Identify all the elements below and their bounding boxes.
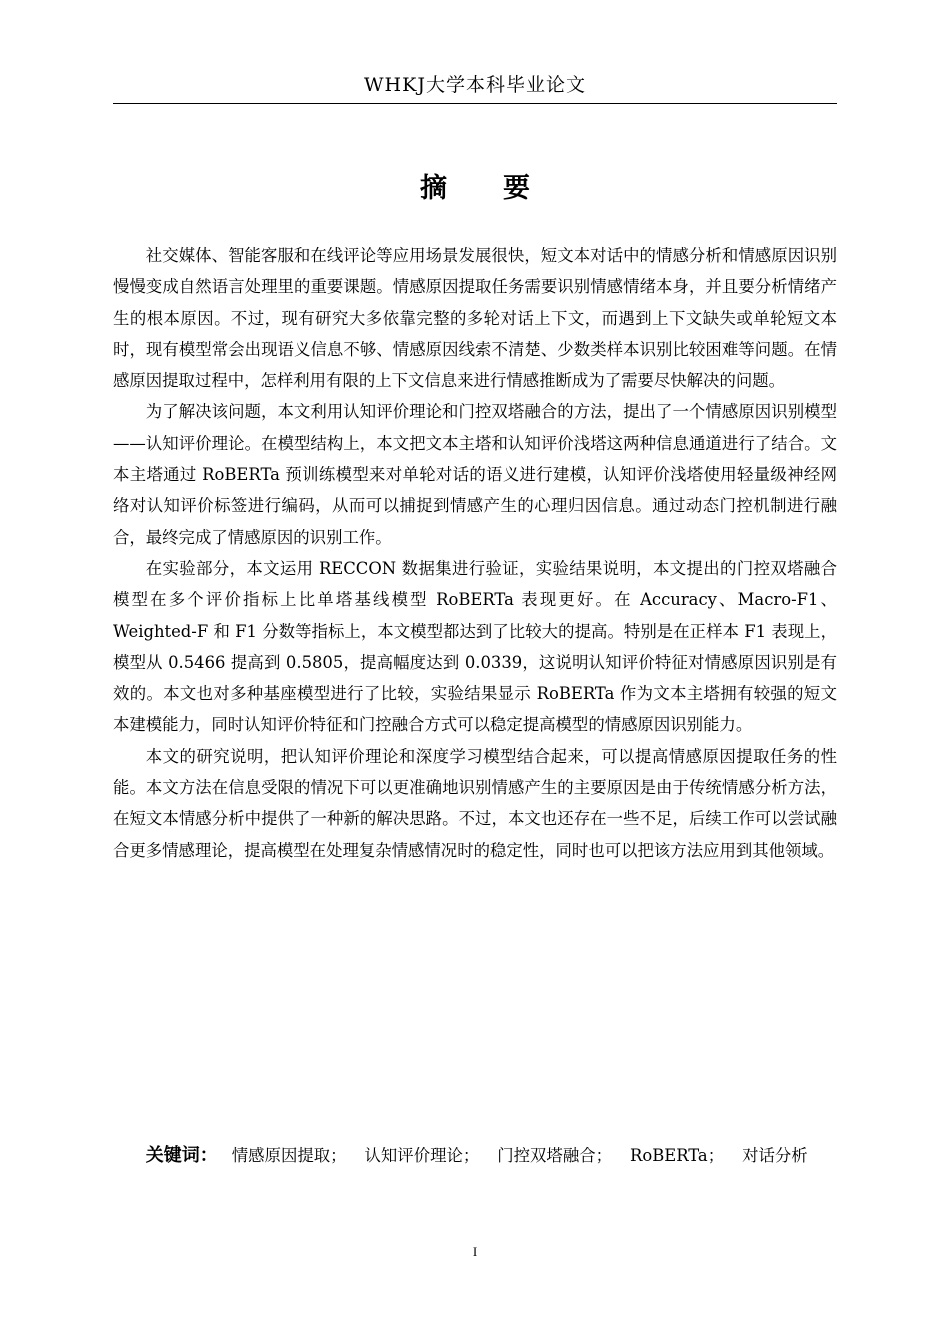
abstract-paragraph-2: 为了解决该问题，本文利用认知评价理论和门控双塔融合的方法，提出了一个情感原因识别模型——认知评价理论。在模型结构上，本文把文本主塔和认知评价浅塔这两种信息通道进行了结合。文本主塔通过 RoBERTa 预训练模型来对单轮对话的语义进行建模，认知评价浅塔使用轻量级神经网络对认知评价标签进行编码，从而可以捕捉到情感产生的心理归因信息。通过动态门控机制进行融合，最终完成了情感原因的识别工作。 — [113, 402, 837, 547]
keyword-item: 对话分析 — [742, 1146, 808, 1165]
abstract-title-char-1: 摘 — [420, 173, 447, 204]
keywords-label: 关键词： — [145, 1145, 218, 1166]
abstract-title — [0, 166, 950, 205]
keywords-section — [113, 1140, 837, 1172]
keyword-item: RoBERTa； — [630, 1146, 725, 1165]
running-header: WHKJ大学本科毕业论文 — [364, 74, 586, 96]
page-number: I — [472, 1244, 478, 1259]
abstract-paragraph-3: 在实验部分，本文运用 RECCON 数据集进行验证，实验结果说明，本文提出的门控双塔融合模型在多个评价指标上比单塔基线模型 RoBERTa 表现更好。在 Accuracy、Macro-F1、Weighted-F 和 F1 分数等指标上，本文模型都达到了比较大的提高。特别是在正样本 F1 表现上，模型从 0.5466 提高到 0.5805，提高幅度达到 0.0339，这说明认知评价特征对情感原因识别是有效的。本文也对多种基座模型进行了比较，实验结果显示 RoBERTa 作为文本主塔拥有较强的短文本建模能力，同时认知评价特征和门控融合方式可以稳定提高模型的情感原因识别能力。 — [113, 558, 837, 735]
abstract-paragraph-4: 本文的研究说明，把认知评价理论和深度学习模型结合起来，可以提高情感原因提取任务的性能。本文方法在信息受限的情况下可以更准确地识别情感产生的主要原因是由于传统情感分析方法，在短文本情感分析中提供了一种新的解决思路。不过，本文也还存在一些不足，后续工作可以尝试融合更多情感理论，提高模型在处理复杂情感情况时的稳定性，同时也可以把该方法应用到其他领域。 — [113, 746, 837, 860]
keyword-item: 情感原因提取； — [231, 1146, 347, 1165]
header-rule — [113, 103, 837, 104]
abstract-paragraph-1: 社交媒体、智能客服和在线评论等应用场景发展很快，短文本对话中的情感分析和情感原因识别慢慢变成自然语言处理里的重要课题。情感原因提取任务需要识别情感情绪本身，并且要分析情绪产生的根本原因。不过，现有研究大多依靠完整的多轮对话上下文，而遇到上下文缺失或单轮短文本时，现有模型常会出现语义信息不够、情感原因线索不清楚、少数类样本识别比较困难等问题。在情感原因提取过程中，怎样利用有限的上下文信息来进行情感推断成为了需要尽快解决的问题。 — [113, 246, 837, 391]
abstract-body — [113, 240, 837, 866]
keyword-item: 认知评价理论； — [364, 1146, 480, 1165]
keyword-item: 门控双塔融合； — [497, 1146, 612, 1165]
abstract-title-char-2: 要 — [503, 173, 530, 204]
